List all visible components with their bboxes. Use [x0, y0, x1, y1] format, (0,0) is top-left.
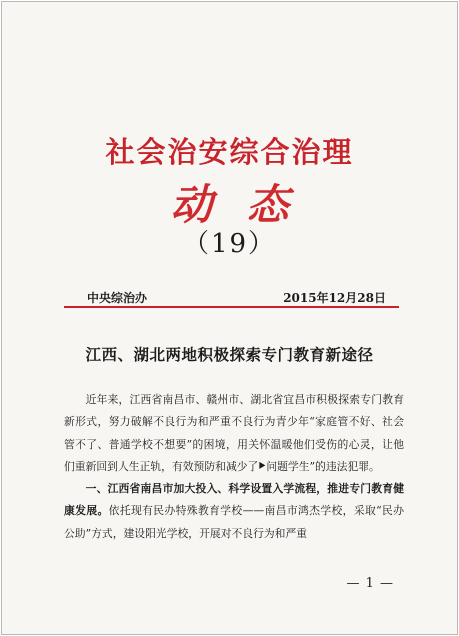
issuer: 中央综治办: [87, 291, 148, 305]
page-number: — 1 —: [346, 576, 394, 591]
red-divider: [64, 306, 399, 308]
issue-number: （19）: [182, 229, 277, 259]
paragraph-1-text: 近年来，江西省南昌市、赣州市、湖北省宜昌市积极探索专门教育新形式，努力破解不良行为和严重不良行为青少年“家庭管不好、社会管不了、普通学校不想要”的困境，用关怀温暖他们受伤的心灵，让他们重新回到人生正轨，有效预防和减少了: [64, 393, 404, 473]
paragraph-2-lead: 一、江西省南昌市加大投入、科学设置入学流程，推进专门教育健康发展。: [64, 482, 404, 518]
paragraph-1-tail: 问题学生”的违法犯罪。: [266, 459, 380, 473]
paragraph-2-text: 依托现有民办特殊教育学校——南昌市鸿杰学校，采取“民办公助”方式，建设阳光学校，开展对不良行为和严重: [64, 504, 404, 540]
masthead-title: 社会治安综合治理: [105, 135, 354, 169]
paragraph-2: [64, 478, 404, 545]
paragraph-1: [64, 389, 404, 478]
document-page: [1, 1, 458, 635]
article-body: [64, 389, 404, 545]
masthead-subtitle: 动态: [170, 180, 323, 229]
issue-date: 2015年12月28日: [283, 291, 386, 305]
cursor-mark-icon: [259, 462, 265, 469]
article-headline: 江西、湖北两地积极探索专门教育新途径: [85, 345, 374, 364]
